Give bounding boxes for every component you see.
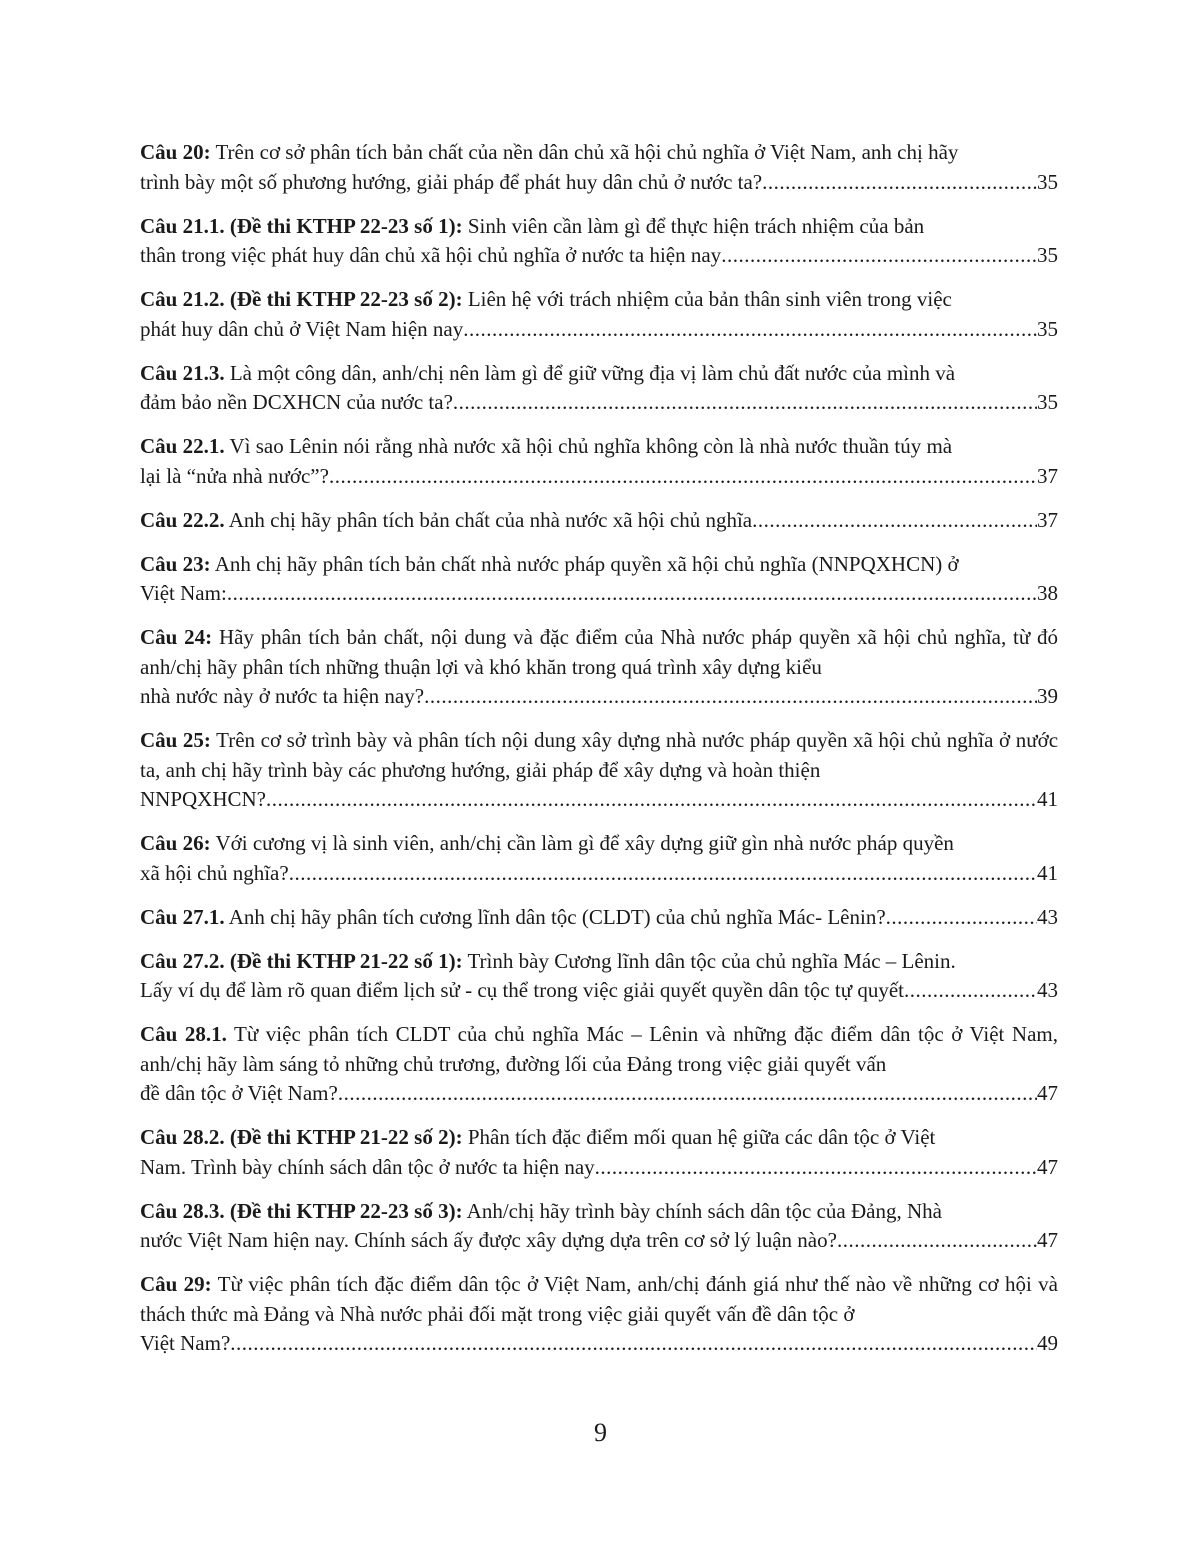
toc-entry-tail-text: Việt Nam: (140, 581, 227, 605)
toc-entry-tail (140, 1226, 837, 1256)
toc-entry[interactable] (140, 1123, 1058, 1182)
toc-entry-line: nghĩa, từ đó anh/chị hãy phân tích những thuận lợi và khó khăn trong quá trình xây dựng kiểu (140, 625, 1059, 679)
toc-entry-tail (140, 1153, 595, 1183)
toc-entry-tail-text: trình bày một số phương hướng, giải pháp để phát huy dân chủ ở nước ta? (140, 169, 763, 194)
toc-entry-text (140, 1270, 1058, 1329)
toc-entry-label: Câu 25: (140, 728, 211, 752)
toc-page-number[interactable]: 35 (1037, 316, 1058, 341)
toc-entry-label: Câu 20: (140, 140, 211, 164)
toc-entry-tail-text: nhà nước này ở nước ta hiện nay? (140, 684, 425, 708)
toc-entry-label: Câu 28.2. (Đề thi KTHP 21-22 số 2): (140, 1125, 463, 1149)
toc-entry[interactable] (140, 212, 1058, 271)
toc-entry-tail-text: xã hội chủ nghĩa? (140, 860, 289, 885)
toc-entry-tail (140, 462, 329, 492)
toc-entry-line: Là một công dân, anh/chị nên làm gì để giữ vững địa vị làm chủ đất nước của mình và (229, 360, 956, 385)
toc-entry-line: Anh/chị hãy trình bày chính sách dân tộc của Đảng, Nhà (466, 1198, 942, 1223)
toc-entry[interactable] (140, 623, 1058, 712)
toc-leader-dots (266, 785, 1037, 815)
toc-entry-label: Câu 27.1. (140, 904, 225, 929)
toc-entry-label: Câu 27.2. (Đề thi KTHP 21-22 số 1): (140, 948, 463, 973)
toc-entry-line: cơ hội và thách thức mà Đảng và Nhà nước phải đối mặt trong việc giải quyết vấn đề dân tộc ở (140, 1272, 1058, 1326)
toc-entry-text (140, 138, 1058, 168)
toc-entry-text (140, 829, 1058, 859)
toc-entry-tail (140, 785, 266, 815)
toc-entry-line: Trình bày Cương lĩnh dân tộc của chủ nghĩa Mác – Lênin. (467, 948, 956, 973)
toc-entry-tail (140, 976, 904, 1006)
toc-entry-line: Từ việc phân tích đặc điểm dân tộc ở Việt Nam, anh/chị đánh giá như thế nào về những (217, 1272, 972, 1296)
toc-page-number[interactable]: 35 (1037, 390, 1058, 414)
toc-leader-dots (904, 976, 1037, 1006)
toc-page-number[interactable]: 38 (1037, 581, 1058, 605)
toc-entry-label: Câu 28.1. (140, 1022, 227, 1046)
toc-entry-tail-text: Việt Nam? (140, 1331, 231, 1355)
toc-entry-text (140, 550, 1058, 580)
toc-entry[interactable] (140, 1020, 1058, 1109)
toc-entry-text (140, 359, 1058, 389)
toc-entry-text (140, 1197, 1058, 1227)
toc-entry-tail (140, 903, 886, 933)
toc-page-number[interactable]: 41 (1037, 860, 1058, 885)
toc-entry[interactable] (140, 359, 1058, 418)
toc-entry-line: Liên hệ với trách nhiệm của bản thân sinh viên trong việc (467, 287, 952, 311)
toc-entry-tail (140, 388, 453, 418)
toc-entry-tail (140, 1329, 230, 1359)
toc-page-number[interactable]: 47 (1037, 1081, 1058, 1105)
toc-entry-tail-text: đảm bảo nền DCXHCN của nước ta? (140, 390, 453, 414)
toc-entry-tail-text: Lấy ví dụ để làm rõ quan điểm lịch sử - cụ thể trong việc giải quyết quyền dân tộc tự quyết (140, 978, 904, 1002)
toc-entry-tail (140, 1079, 338, 1109)
toc-entry-tail-text: phát huy dân chủ ở Việt Nam hiện nay (140, 316, 464, 341)
toc-entry-label: Câu 28.3. (Đề thi KTHP 22-23 số 3): (140, 1198, 463, 1223)
toc-entry-label: Câu 24: (140, 625, 213, 649)
toc-leader-dots (463, 315, 1037, 345)
toc-entry-text (140, 432, 1058, 462)
toc-entry[interactable] (140, 903, 1058, 933)
toc-leader-dots (752, 506, 1037, 536)
toc-entry-label: Câu 29: (140, 1272, 212, 1296)
toc-entry-tail-text: lại là “nửa nhà nước”? (140, 463, 329, 488)
toc-entry-tail-text: NNPQXHCN? (140, 787, 266, 811)
toc-entry-label: Câu 22.1. (140, 434, 225, 458)
toc-entry-text (140, 623, 1058, 682)
toc-page-number[interactable]: 35 (1037, 243, 1058, 267)
toc-entry-line: Trên cơ sở phân tích bản chất của nền dân chủ xã hội chủ nghĩa ở Việt Nam, anh chị hãy (215, 140, 959, 164)
toc-page-number[interactable]: 47 (1037, 1154, 1058, 1179)
toc-entry-text (140, 285, 1058, 315)
toc-entry-label: Câu 21.3. (140, 360, 225, 385)
toc-entry-label: Câu 21.2. (Đề thi KTHP 22-23 số 2): (140, 287, 463, 311)
toc-entry-text (140, 1123, 1058, 1153)
toc-entry[interactable] (140, 947, 1058, 1006)
toc-page-number[interactable]: 35 (1037, 169, 1058, 194)
toc-entry-line: Phân tích đặc điểm mối quan hệ giữa các dân tộc ở Việt (467, 1125, 936, 1149)
toc-entry-line: Trên cơ sở trình bày và phân tích nội dung xây dựng nhà nước pháp quyền xã hội chủ (216, 728, 942, 752)
toc-entry-tail-text: Anh chị hãy phân tích bản chất của nhà nước xã hội chủ nghĩa (228, 507, 753, 532)
toc-leader-dots (227, 579, 1037, 609)
toc-leader-dots (886, 903, 1037, 933)
toc-entry-line: Vì sao Lênin nói rằng nhà nước xã hội chủ nghĩa không còn là nhà nước thuần túy mà (229, 434, 953, 458)
toc-entry-label: Câu 21.1. (Đề thi KTHP 22-23 số 1): (140, 213, 463, 238)
toc-leader-dots (837, 1226, 1037, 1256)
toc-entry-line: Anh chị hãy phân tích bản chất nhà nước pháp quyền xã hội chủ nghĩa (NNPQXHCN) ở (214, 551, 959, 576)
toc-entry[interactable] (140, 432, 1058, 491)
toc-leader-dots (338, 1079, 1037, 1109)
toc-entry-text (140, 212, 1058, 242)
toc-entry-tail-text: thân trong việc phát huy dân chủ xã hội chủ nghĩa ở nước ta hiện nay (140, 243, 722, 267)
toc-entry-tail-text: Anh chị hãy phân tích cương lĩnh dân tộc (CLDT) của chủ nghĩa Mác- Lênin? (228, 904, 886, 929)
toc-leader-dots (329, 462, 1037, 492)
toc-entry-tail (140, 506, 752, 536)
toc-entry-line: Sinh viên cần làm gì để thực hiện trách nhiệm của bản (467, 213, 925, 238)
toc-entry-label: Câu 23: (140, 551, 211, 576)
toc-entry-text (140, 726, 1058, 785)
toc-leader-dots (230, 1329, 1037, 1359)
toc-entry[interactable] (140, 138, 1058, 197)
toc-entry-label: Câu 22.2. (140, 507, 225, 532)
toc-leader-dots (453, 388, 1037, 418)
table-of-contents (140, 138, 1058, 1373)
toc-entry-tail-text: đề dân tộc ở Việt Nam? (140, 1081, 338, 1105)
toc-entry-text (140, 1020, 1058, 1079)
toc-entry-text (140, 947, 1058, 977)
toc-entry-tail-text: nước Việt Nam hiện nay. Chính sách ấy được xây dựng dựa trên cơ sở lý luận nào? (140, 1228, 837, 1252)
toc-entry[interactable] (140, 829, 1058, 888)
toc-entry-line: nghĩa ở nước ta, anh chị hãy trình bày các phương hướng, giải pháp để xây dựng và hoàn thiện (140, 728, 1059, 782)
toc-entry-tail (140, 682, 424, 712)
toc-page-number[interactable]: 39 (1037, 684, 1058, 708)
toc-page-number[interactable]: 37 (1037, 463, 1058, 488)
toc-leader-dots (595, 1153, 1037, 1183)
toc-entry-tail (140, 168, 762, 198)
toc-leader-dots (762, 168, 1037, 198)
toc-page-number[interactable]: 41 (1037, 787, 1058, 811)
toc-entry-line: Nam, anh/chị hãy làm sáng tỏ những chủ trương, đường lối của Đảng trong việc giải quyết vấn (140, 1022, 1058, 1076)
toc-entry-tail (140, 579, 227, 609)
toc-entry[interactable] (140, 285, 1058, 344)
toc-entry-label: Câu 26: (140, 831, 211, 855)
toc-entry[interactable] (140, 506, 1058, 536)
toc-page-number[interactable]: 47 (1037, 1228, 1058, 1252)
toc-entry[interactable] (140, 550, 1058, 609)
toc-page-number[interactable]: 37 (1037, 507, 1058, 532)
toc-page-number[interactable]: 43 (1037, 978, 1058, 1002)
toc-entry[interactable] (140, 1197, 1058, 1256)
toc-entry-line: Với cương vị là sinh viên, anh/chị cần làm gì để xây dựng giữ gìn nhà nước pháp quyền (215, 831, 954, 855)
toc-leader-dots (721, 241, 1037, 271)
toc-leader-dots (289, 859, 1037, 889)
toc-entry-line: Từ việc phân tích CLDT của chủ nghĩa Mác – Lênin và những đặc điểm dân tộc ở Việt (234, 1022, 1005, 1046)
toc-entry-tail-text: Nam. Trình bày chính sách dân tộc ở nước ta hiện nay (140, 1154, 595, 1179)
toc-entry-tail (140, 315, 463, 345)
toc-entry[interactable] (140, 1270, 1058, 1359)
toc-page-number[interactable]: 43 (1037, 904, 1058, 929)
toc-entry-tail (140, 241, 721, 271)
toc-page-number[interactable]: 49 (1037, 1331, 1058, 1355)
toc-entry-line: Hãy phân tích bản chất, nội dung và đặc điểm của Nhà nước pháp quyền xã hội chủ (218, 625, 948, 649)
toc-entry[interactable] (140, 726, 1058, 815)
toc-entry-tail (140, 859, 289, 889)
toc-leader-dots (424, 682, 1037, 712)
page-number: 9 (594, 1418, 607, 1447)
